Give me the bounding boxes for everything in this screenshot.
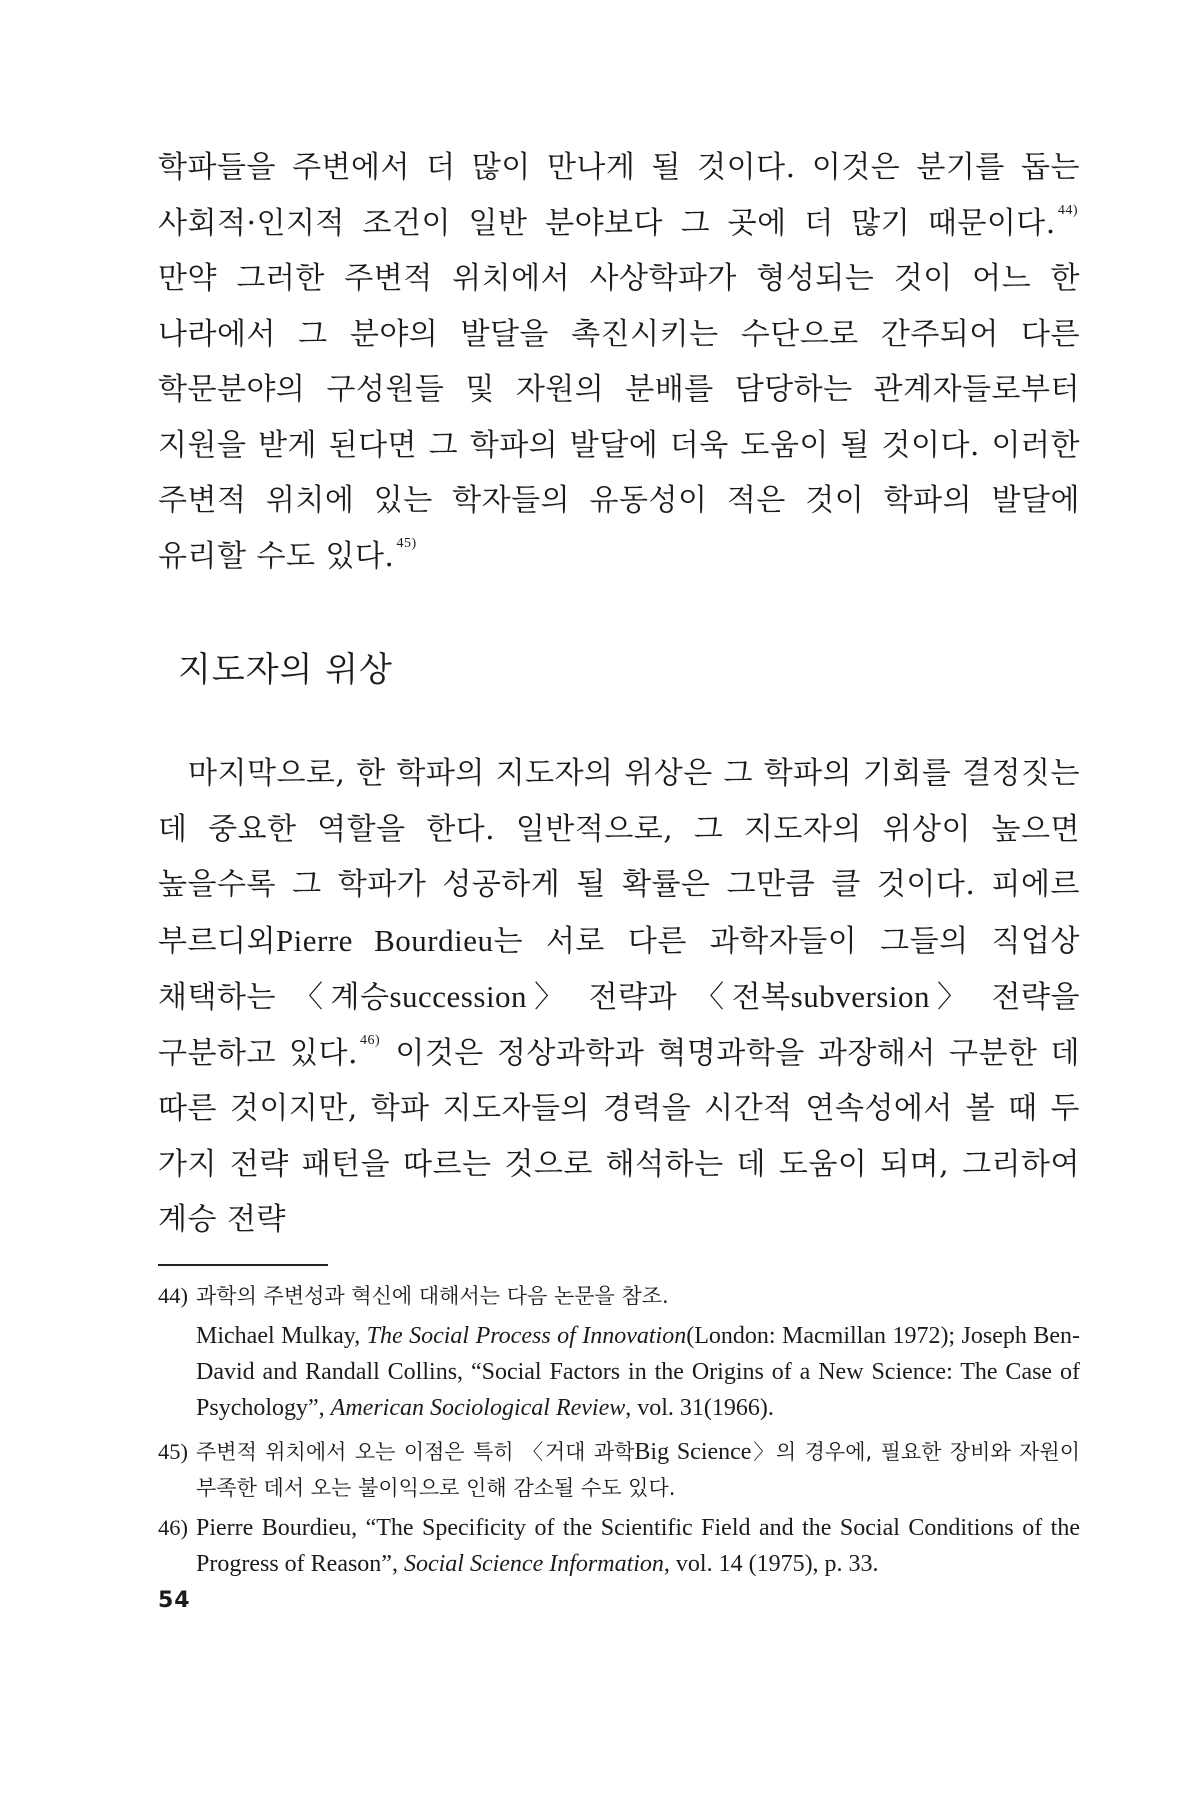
footnote-44-ref-part2: (London: Macmillan 1972); Joseph Ben-David and Randall Collins, “Social Factors in the Origins of a New Science: The Case of Psychology”,: [196, 1322, 1081, 1421]
footnotes-section: [158, 1278, 1080, 1582]
footnote-45: [158, 1434, 1080, 1506]
footnote-45-text-b: Big Science: [634, 1438, 752, 1465]
footnote-44-ref-title1: The Social Process of Innovation: [366, 1322, 687, 1349]
footnote-ref-45: 45): [396, 535, 417, 551]
section-heading: 지도자의 위상: [178, 650, 393, 690]
footnote-46-part1: Pierre Bourdieu, “The Specificity of the Scientific Field and the Social Conditions of the Progress of Reason”,: [196, 1514, 1080, 1577]
footnote-44-ref-title2: American Sociological Review: [330, 1394, 626, 1421]
paragraph-2b-text: 는 서로 다른 과학자들이 그들의 직업상 채택하는 〈계승: [158, 923, 1080, 1015]
paragraph-2e-text: 이것은 정상과학과 혁명과학을 과장해서 구분한 데 따른 것이지만, 학파 지도자들의 경력을 시간적 연속성에서 볼 때 두 가지 전략 패턴을 따르는 것으로 해석하는 데 도움이 되며, 그리하여 계승 전략: [158, 1035, 1081, 1237]
footnote-44-ref-part3: , vol. 31(1966).: [625, 1394, 774, 1421]
footnote-45-body: [196, 1434, 1080, 1506]
footnote-46-title: Social Science Information: [403, 1550, 664, 1577]
footnote-45-text-a: 주변적 위치에서 오는 이점은 특히 〈거대 과학: [196, 1439, 635, 1464]
paragraph-1-text: 학파들을 주변에서 더 많이 만나게 될 것이다. 이것은 분기를 돕는 사회적·인지적 조건이 일반 분야보다 그 곳에 더 많기 때문이다.: [158, 150, 1080, 241]
footnote-46-part2: , vol. 14 (1975), p. 33.: [663, 1550, 879, 1577]
footnote-44-ref-part1: Michael Mulkay,: [196, 1322, 367, 1349]
footnote-46-number: 46): [158, 1514, 188, 1540]
footnote-46-body: [196, 1510, 1080, 1582]
footnote-44-body: [196, 1278, 1080, 1314]
footnote-45-text-c: 〉의 경우에, 필요한 장비와 자원이 부족한 데서 오는 불이익으로 인해 감소될 수도 있다.: [196, 1439, 1080, 1500]
footnote-46: [158, 1510, 1080, 1582]
page-number: 54: [158, 1588, 191, 1613]
footnote-44-number: 44): [158, 1282, 188, 1308]
pierre-bourdieu-name: Pierre Bourdieu: [275, 922, 494, 958]
succession-term: succession: [389, 979, 528, 1014]
paragraph-2c-text: 〉 전략과 〈전복: [527, 980, 791, 1015]
footnote-divider: [158, 1264, 328, 1266]
footnote-ref-44: 44): [1057, 202, 1078, 218]
footnote-44-text: 과학의 주변성과 혁신에 대해서는 다음 논문을 참조.: [196, 1283, 669, 1308]
page-content: [158, 140, 1080, 1586]
body-paragraph-1: [158, 140, 1080, 584]
body-paragraph-2: [158, 746, 1080, 1248]
footnote-45-number: 45): [158, 1438, 188, 1464]
footnote-ref-46: 46): [360, 1032, 381, 1048]
paragraph-2a-text: 마지막으로, 한 학파의 지도자의 위상은 그 학파의 기회를 결정짓는 데 중요한 역할을 한다. 일반적으로, 그 지도자의 위상이 높으면 높을수록 그 학파가 성공하게 될 확률은 그만큼 클 것이다. 피에르 부르디외: [158, 756, 1080, 959]
footnote-44: [158, 1278, 1080, 1314]
paragraph-1b-text: 만약 그러한 주변적 위치에서 사상학파가 형성되는 것이 어느 한 나라에서 그 분야의 발달을 촉진시키는 수단으로 간주되어 다른 학문분야의 구성원들 및 자원의 분배를 담당하는 관계자들로부터 지원을 받게 된다면 그 학파의 발달에 더욱 도움이 될 것이다. 이러한 주변적 위치에 있는 학자들의 유동성이 적은 것이 학파의 발달에 유리할 수도 있다.: [158, 261, 1080, 574]
footnote-44-reference: [158, 1318, 1080, 1426]
paragraph-2d-text: 〉 전략을 구분하고 있다.: [158, 980, 1081, 1071]
subversion-term: subversion: [790, 979, 930, 1014]
